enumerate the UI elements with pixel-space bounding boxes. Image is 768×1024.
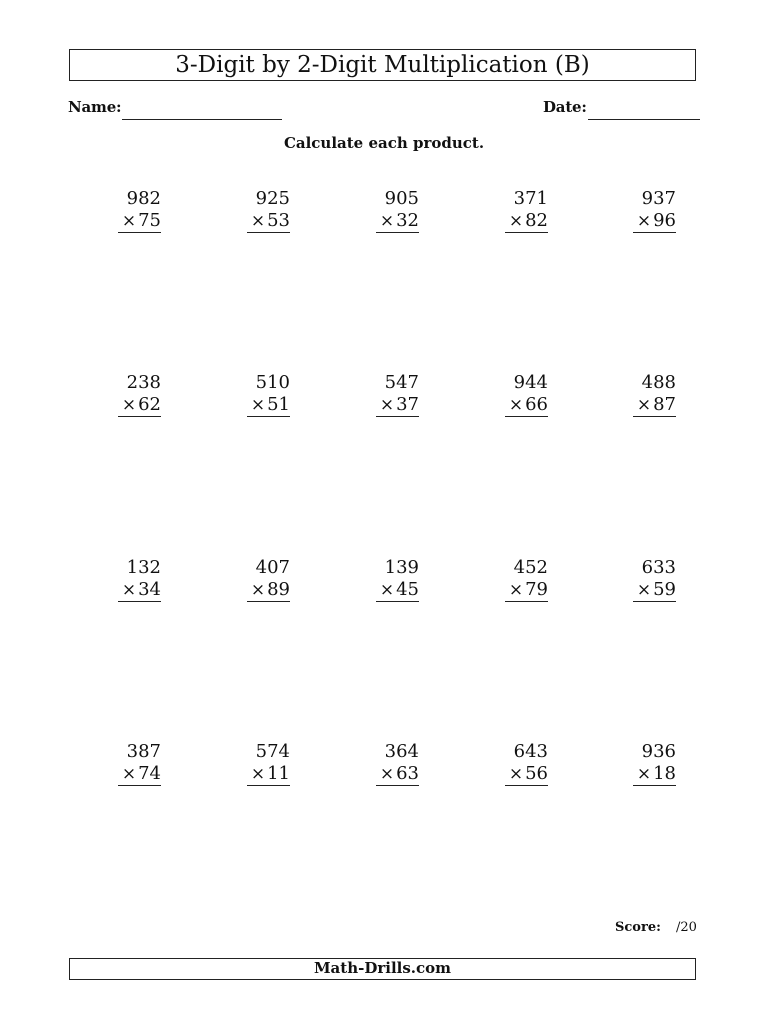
answer-line (376, 785, 419, 786)
multiplication-problem (81, 556, 161, 602)
score-total: /20 (676, 920, 697, 935)
multiplication-problem (468, 556, 548, 602)
multiplier-row (468, 210, 548, 232)
multiplicand: 139 (384, 557, 419, 578)
multiplier: 79 (525, 579, 548, 600)
footer-site: Math-Drills.com (69, 958, 696, 980)
multiplier-row (468, 763, 548, 785)
multiplier: 96 (653, 210, 676, 231)
multiplier: 32 (396, 210, 419, 231)
multiplier: 59 (653, 579, 676, 600)
answer-line (118, 785, 161, 786)
multiplication-problem (210, 371, 290, 417)
multiplier: 34 (138, 579, 161, 600)
multiplier-row (596, 763, 676, 785)
multiplier: 11 (267, 763, 290, 784)
times-icon: × (121, 764, 137, 784)
multiplication-problem (596, 740, 676, 786)
times-icon: × (636, 764, 652, 784)
answer-line (633, 416, 676, 417)
answer-line (505, 601, 548, 602)
multiplicand: 452 (513, 557, 548, 578)
answer-line (376, 601, 419, 602)
multiplier-row (339, 579, 419, 601)
times-icon: × (508, 764, 524, 784)
answer-line (505, 785, 548, 786)
answer-line (247, 416, 290, 417)
answer-line (376, 416, 419, 417)
multiplier-row (596, 394, 676, 416)
multiplier: 51 (267, 394, 290, 415)
multiplicand: 944 (513, 372, 548, 393)
name-blank-line[interactable] (122, 119, 282, 120)
multiplication-problem (339, 556, 419, 602)
multiplier-row (210, 394, 290, 416)
answer-line (118, 416, 161, 417)
multiplier: 87 (653, 394, 676, 415)
multiplier-row (339, 394, 419, 416)
answer-line (118, 232, 161, 233)
multiplicand: 364 (384, 741, 419, 762)
times-icon: × (250, 211, 266, 231)
multiplicand: 238 (126, 372, 161, 393)
multiplier-row (81, 394, 161, 416)
multiplier: 89 (267, 579, 290, 600)
times-icon: × (121, 395, 137, 415)
multiplication-problem (81, 187, 161, 233)
times-icon: × (250, 395, 266, 415)
times-icon: × (379, 764, 395, 784)
multiplier-row (210, 210, 290, 232)
multiplier: 37 (396, 394, 419, 415)
multiplicand: 936 (641, 741, 676, 762)
multiplier: 18 (653, 763, 676, 784)
answer-line (633, 232, 676, 233)
times-icon: × (379, 395, 395, 415)
multiplier: 53 (267, 210, 290, 231)
times-icon: × (636, 580, 652, 600)
answer-line (633, 601, 676, 602)
times-icon: × (636, 395, 652, 415)
answer-line (247, 601, 290, 602)
times-icon: × (636, 211, 652, 231)
times-icon: × (508, 580, 524, 600)
answer-line (247, 785, 290, 786)
multiplication-problem (210, 556, 290, 602)
multiplier: 74 (138, 763, 161, 784)
multiplier: 56 (525, 763, 548, 784)
date-blank-line[interactable] (588, 119, 700, 120)
times-icon: × (379, 211, 395, 231)
multiplication-problem (596, 556, 676, 602)
multiplication-problem (468, 740, 548, 786)
multiplier-row (81, 210, 161, 232)
times-icon: × (379, 580, 395, 600)
multiplicand: 407 (255, 557, 290, 578)
multiplier: 63 (396, 763, 419, 784)
multiplier-row (468, 394, 548, 416)
multiplier-row (596, 210, 676, 232)
multiplication-problem (596, 187, 676, 233)
multiplication-problem (596, 371, 676, 417)
multiplicand: 925 (255, 188, 290, 209)
multiplication-problem (81, 371, 161, 417)
multiplier-row (81, 579, 161, 601)
multiplier-row (210, 579, 290, 601)
multiplicand: 547 (384, 372, 419, 393)
multiplier-row (468, 579, 548, 601)
times-icon: × (121, 580, 137, 600)
multiplication-problem (81, 740, 161, 786)
multiplier-row (81, 763, 161, 785)
multiplier-row (596, 579, 676, 601)
answer-line (505, 232, 548, 233)
multiplicand: 633 (641, 557, 676, 578)
multiplicand: 937 (641, 188, 676, 209)
multiplicand: 132 (126, 557, 161, 578)
times-icon: × (121, 211, 137, 231)
multiplication-problem (339, 740, 419, 786)
multiplier-row (339, 763, 419, 785)
multiplication-problem (339, 371, 419, 417)
multiplicand: 488 (641, 372, 676, 393)
multiplication-problem (339, 187, 419, 233)
multiplier: 66 (525, 394, 548, 415)
worksheet-title: 3-Digit by 2-Digit Multiplication (B) (69, 49, 696, 81)
multiplicand: 574 (255, 741, 290, 762)
score-label: Score: (615, 920, 661, 935)
times-icon: × (508, 395, 524, 415)
multiplicand: 982 (126, 188, 161, 209)
answer-line (376, 232, 419, 233)
multiplier-row (210, 763, 290, 785)
times-icon: × (250, 764, 266, 784)
answer-line (633, 785, 676, 786)
multiplier: 62 (138, 394, 161, 415)
multiplier: 45 (396, 579, 419, 600)
multiplication-problem (210, 740, 290, 786)
multiplicand: 905 (384, 188, 419, 209)
multiplier: 75 (138, 210, 161, 231)
multiplication-problem (468, 371, 548, 417)
multiplier: 82 (525, 210, 548, 231)
answer-line (505, 416, 548, 417)
times-icon: × (250, 580, 266, 600)
times-icon: × (508, 211, 524, 231)
instructions: Calculate each product. (283, 134, 485, 152)
multiplication-problem (210, 187, 290, 233)
answer-line (118, 601, 161, 602)
multiplier-row (339, 210, 419, 232)
date-label: Date: (543, 98, 587, 116)
multiplicand: 371 (513, 188, 548, 209)
multiplicand: 510 (255, 372, 290, 393)
answer-line (247, 232, 290, 233)
multiplication-problem (468, 187, 548, 233)
multiplicand: 387 (126, 741, 161, 762)
multiplicand: 643 (513, 741, 548, 762)
name-label: Name: (68, 98, 122, 116)
